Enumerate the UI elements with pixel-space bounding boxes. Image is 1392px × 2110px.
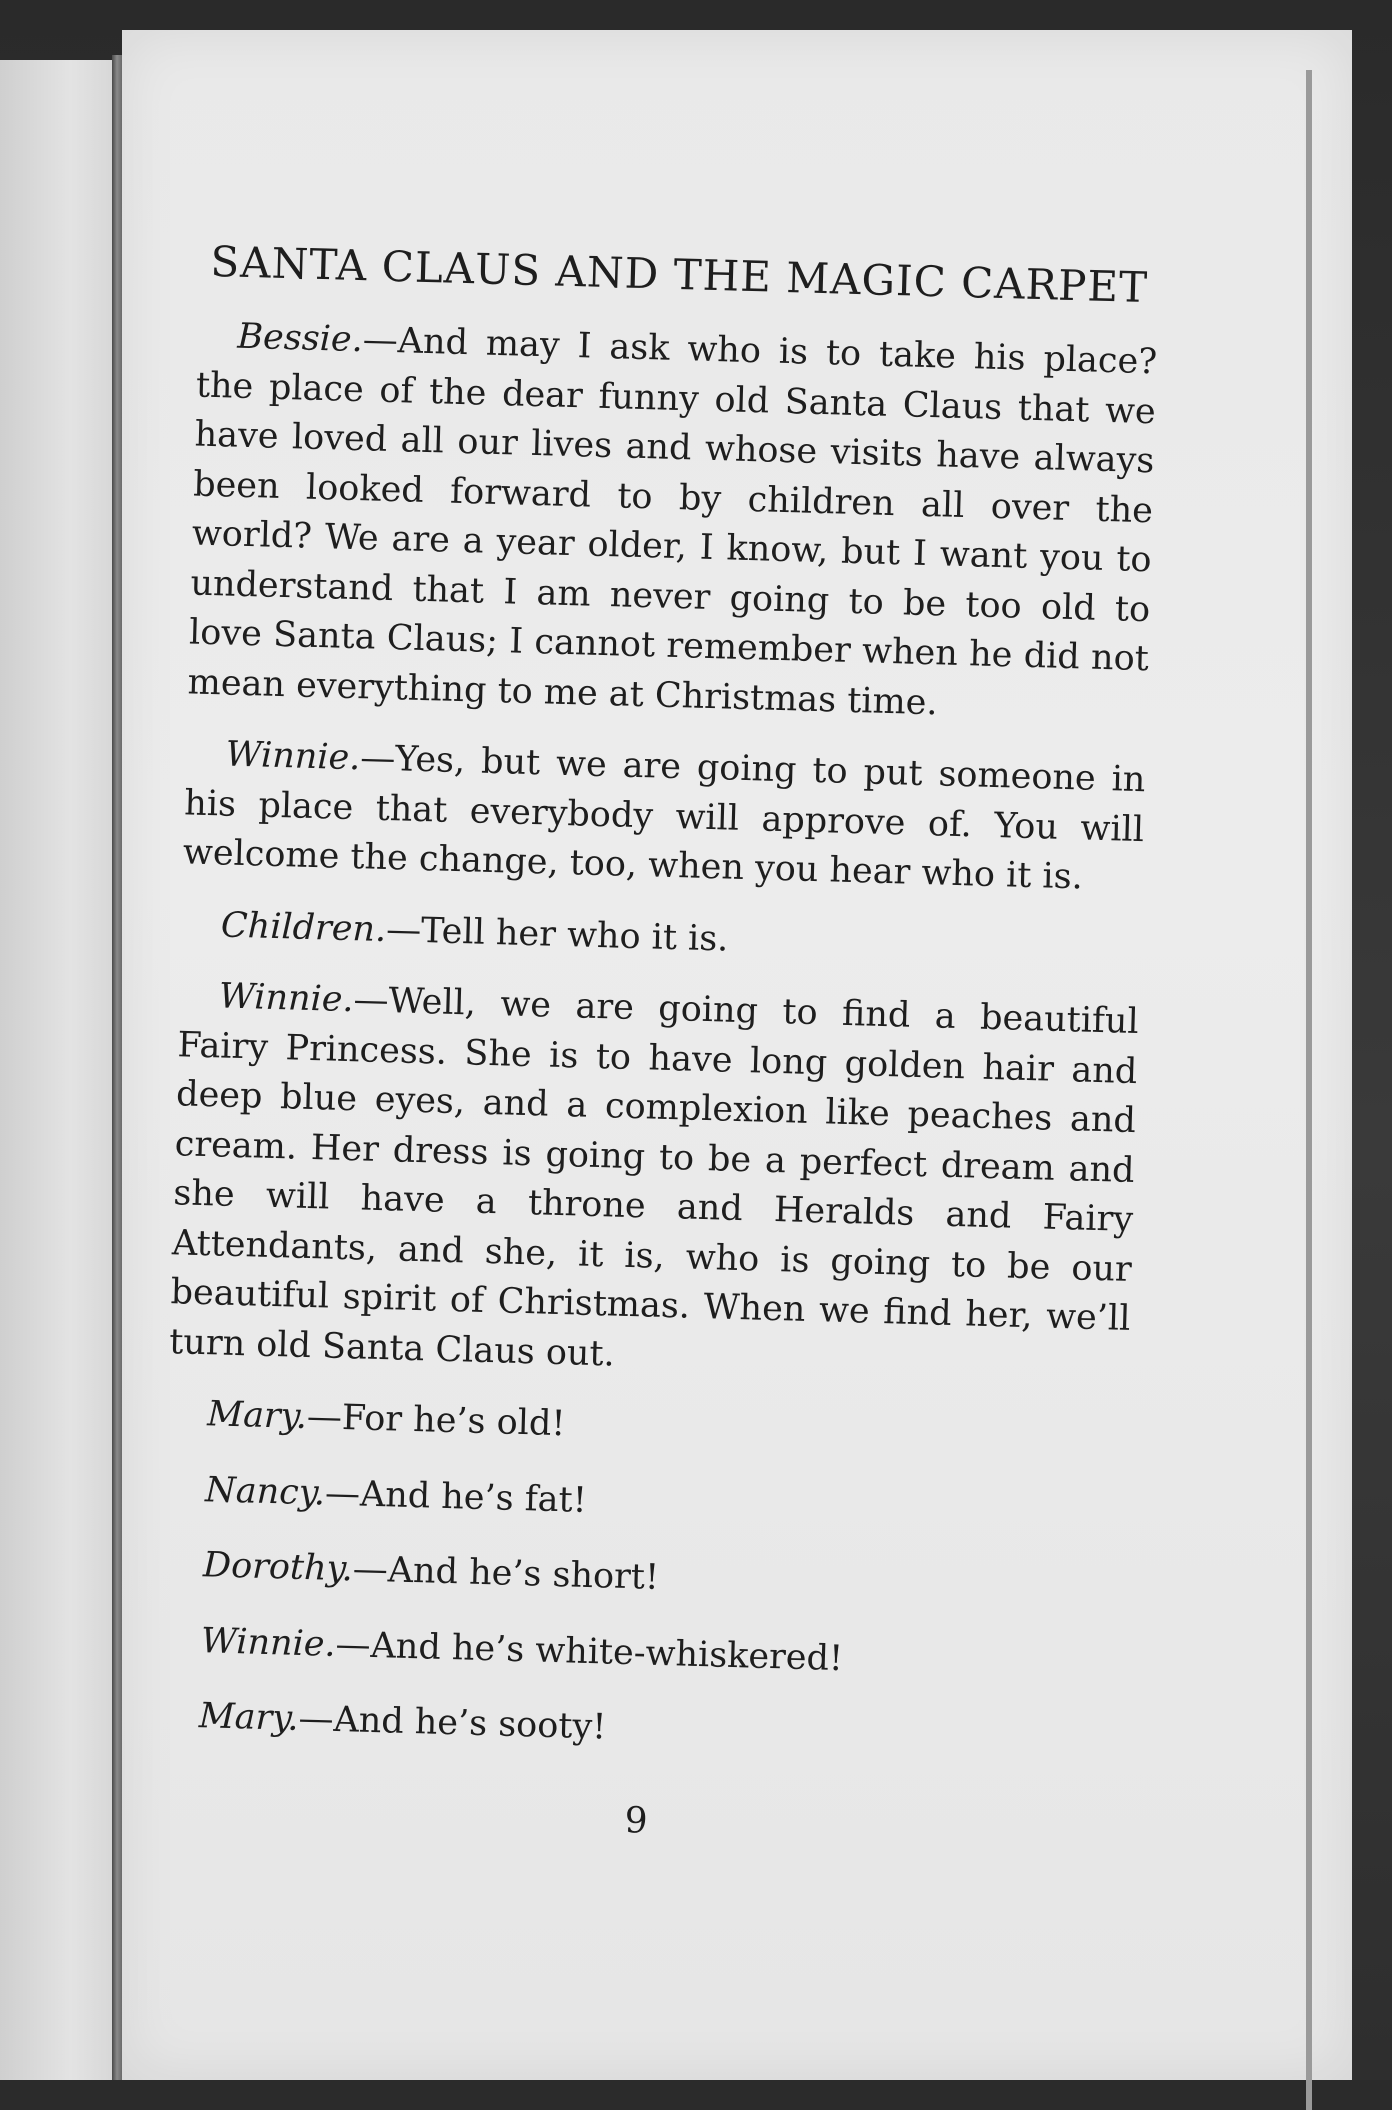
speaker-name: Winnie.: [225, 734, 361, 779]
dialogue-line: [182, 729, 1146, 904]
page-text-block: [156, 237, 1160, 1855]
running-head: SANTA CLAUS AND THE MAGIC CARPET: [209, 236, 1149, 313]
speaker-name: Bessie.: [236, 316, 364, 361]
speech-text: —And he’s fat!: [324, 1473, 588, 1521]
page-number: 9: [624, 1799, 649, 1842]
speech-text: —And he’s sooty!: [297, 1698, 607, 1748]
dialogue-line: [162, 1540, 1123, 1616]
dialogue-line: [169, 971, 1140, 1394]
speech-text: —Yes, but we are going to put someone in his place that everybody will approve of. You will welcome the change, too, when you hear who it is.: [182, 738, 1146, 898]
dialogue-line: [158, 1691, 1119, 1767]
speech-text: —Tell her who it is.: [385, 909, 729, 960]
book-gutter: [112, 55, 122, 2080]
speaker-name: Winnie.: [218, 976, 355, 1021]
speaker-name: Mary.: [198, 1696, 300, 1739]
dialogue-line: [187, 312, 1158, 735]
speaker-name: Children.: [220, 904, 387, 950]
speaker-name: Winnie.: [200, 1620, 337, 1665]
speaker-name: Mary.: [206, 1394, 308, 1438]
facing-page-edge: [0, 60, 118, 2080]
speech-text: —And he’s white-whiskered!: [335, 1624, 844, 1679]
dialogue-line: [180, 900, 1141, 976]
speech-text: —Well, we are going to find a beautiful Fairy Princess. She is to have long golden hair and deep blue eyes, and a complexion like peaches and cream. Her dress is going to be a perfect dream and she will have a throne and Heralds and Fairy Attendants, and she, it is, who is going to be our beautiful spirit of Christmas. When we find her, we’ll turn old Santa Claus out.: [168, 980, 1140, 1375]
speaker-name: Nancy.: [204, 1469, 326, 1514]
speech-text: —And may I ask who is to take his place? the place of the dear funny old Santa Claus that we have loved all our lives and whose visits have always been looked forward to by children all over the world? We are a year older, I know, but I want you to understand that I am never going to be too old to love Santa Claus; I cannot remember when he did not mean everything to me at Christmas time.: [187, 320, 1158, 723]
page-edge-shadow: [1306, 70, 1312, 2110]
dialogue-line: [165, 1465, 1126, 1541]
speech-text: —For he’s old!: [306, 1397, 566, 1445]
dialogue-line: [160, 1616, 1121, 1692]
speech-text: —And he’s short!: [352, 1549, 660, 1598]
dialogue-line: [167, 1389, 1128, 1465]
speaker-name: Dorothy.: [202, 1545, 354, 1590]
